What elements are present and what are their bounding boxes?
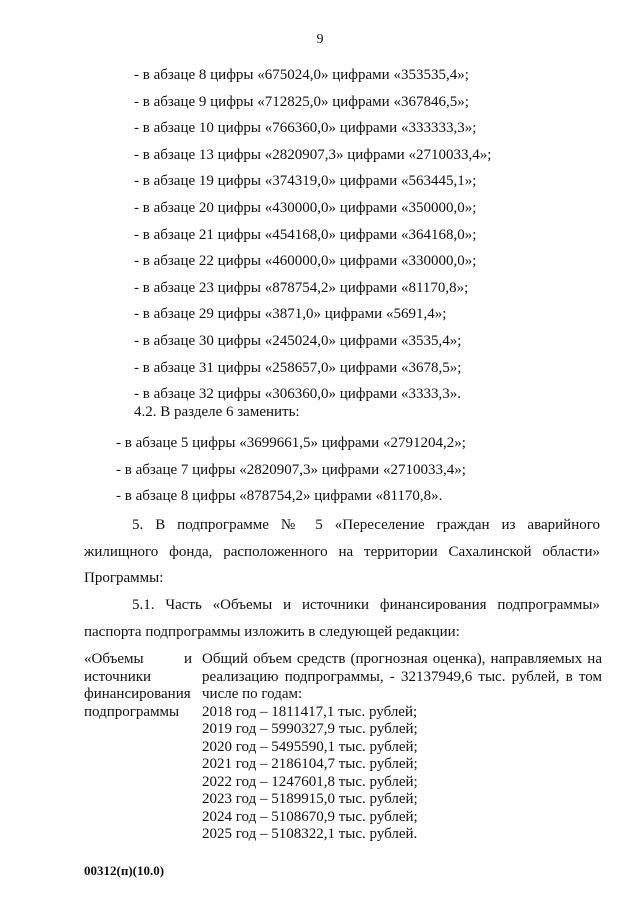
- year-funding-item: 2018 год – 1811417,1 тыс. рублей;: [202, 703, 418, 720]
- list-item: - в абзаце 31 цифры «258657,0» цифрами «3678,5»;: [134, 359, 462, 376]
- list-item: - в абзаце 8 цифры «878754,2» цифрами «81170,8».: [116, 488, 443, 505]
- list-item: - в абзаце 22 цифры «460000,0» цифрами «330000,0»;: [134, 253, 477, 270]
- section-4-2-replacement-list: [116, 430, 466, 510]
- list-item: - в абзаце 13 цифры «2820907,3» цифрами «2710033,4»;: [134, 146, 492, 163]
- document-code: 00312(п)(10.0): [84, 863, 165, 878]
- year-funding-item: 2023 год – 5189915,0 тыс. рублей;: [202, 791, 418, 807]
- paragraph-5-1: [84, 592, 600, 645]
- list-item: - в абзаце 7 цифры «2820907,3» цифрами «2710033,4»;: [116, 461, 466, 478]
- year-funding-list: [202, 704, 602, 844]
- list-item: - в абзаце 23 цифры «878754,2» цифрами «81170,8»;: [134, 279, 469, 296]
- list-item: - в абзаце 19 цифры «374319,0» цифрами «563445,1»;: [134, 173, 477, 190]
- paragraph-5: [84, 512, 600, 592]
- year-funding-item: 2019 год – 5990327,9 тыс. рублей;: [202, 721, 418, 737]
- list-item: - в абзаце 21 цифры «454168,0» цифрами «364168,0»;: [134, 226, 477, 243]
- list-item: - в абзаце 8 цифры «675024,0» цифрами «353535,4»;: [134, 67, 469, 83]
- passport-value: [202, 651, 602, 844]
- year-funding-item: 2021 год – 2186104,7 тыс. рублей;: [202, 756, 418, 772]
- paragraph-5-text: 5. В подпрограмме № 5 «Переселение граждан из аварийного жилищного фонда, расположенного на территории Сахалинской области» Программы:: [84, 517, 600, 587]
- passport-label: «Объемы и источники финансирования подпрограммы: [84, 651, 192, 720]
- year-funding-item: 2024 год – 5108670,9 тыс. рублей;: [202, 808, 418, 825]
- passport-table: [84, 651, 602, 844]
- year-funding-item: 2025 год – 5108322,1 тыс. рублей.: [202, 826, 418, 842]
- paragraph-5-1-text: 5.1. Часть «Объемы и источники финансирования подпрограммы» паспорта подпрограммы изложить в следующей редакции:: [84, 597, 600, 640]
- list-item: - в абзаце 30 цифры «245024,0» цифрами «3535,4»;: [134, 332, 462, 349]
- year-funding-item: 2022 год – 1247601,8 тыс. рублей;: [202, 773, 418, 790]
- section-4-2-heading: 4.2. В разделе 6 заменить:: [134, 404, 300, 420]
- list-item: - в абзаце 32 цифры «306360,0» цифрами «3333,3».: [134, 386, 461, 403]
- page-number: 9: [316, 32, 324, 47]
- passport-summary: Общий объем средств (прогнозная оценка), направляемых на реализацию подпрограммы, - 32137949,6 тыс. рублей, в том числе по годам:: [202, 651, 602, 702]
- year-funding-item: 2020 год – 5495590,1 тыс. рублей;: [202, 738, 418, 755]
- list-item: - в абзаце 9 цифры «712825,0» цифрами «367846,5»;: [134, 93, 469, 110]
- list-item: - в абзаце 29 цифры «3871,0» цифрами «5691,4»;: [134, 306, 447, 323]
- section4-replacement-list: [134, 62, 491, 408]
- list-item: - в абзаце 5 цифры «3699661,5» цифрами «2791204,2»;: [116, 435, 466, 451]
- list-item: - в абзаце 20 цифры «430000,0» цифрами «350000,0»;: [134, 199, 477, 216]
- list-item: - в абзаце 10 цифры «766360,0» цифрами «333333,3»;: [134, 120, 477, 137]
